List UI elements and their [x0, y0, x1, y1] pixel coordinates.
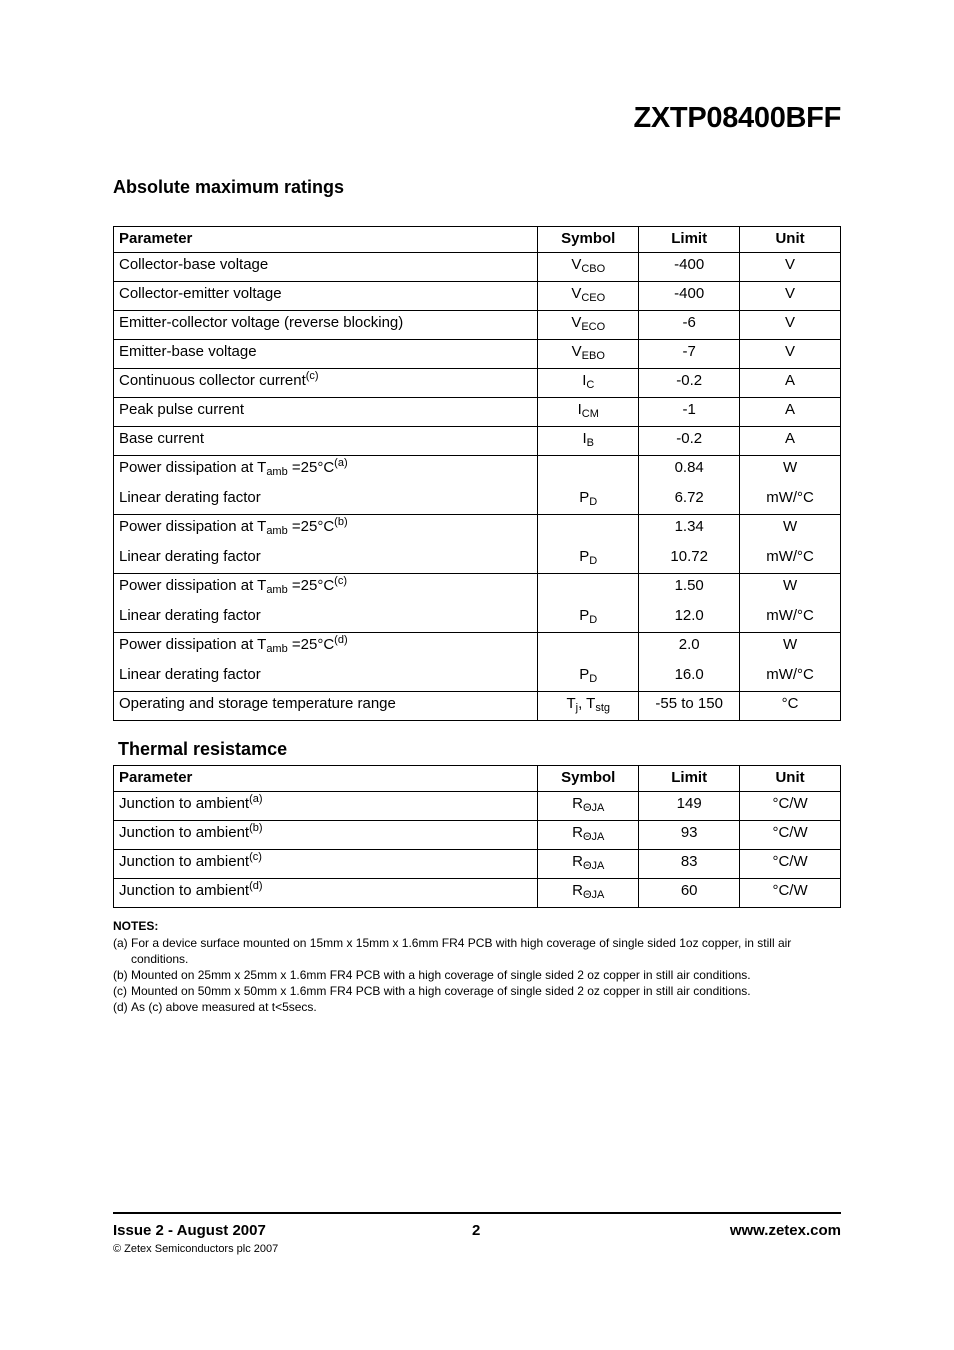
symbol-cell: $I_{CM}$ — [538, 398, 639, 427]
symbol-cell: $R_{\Theta JA}$ — [538, 792, 639, 821]
symbol-cell: $V_{CEO}$ — [538, 282, 639, 311]
table-row — [114, 821, 841, 850]
note-label: (b) — [113, 968, 128, 982]
unit-cell: W mW/°C — [740, 515, 841, 574]
abs-max-table — [113, 226, 841, 721]
unit-cell: °C/W — [740, 821, 841, 850]
symbol-cell: $V_{EBO}$ — [538, 340, 639, 369]
unit-cell: °C/W — [740, 792, 841, 821]
unit-cell: °C/W — [740, 879, 841, 908]
note-label: (a) — [113, 936, 128, 950]
notes-heading: NOTES: — [113, 919, 159, 933]
table-row — [114, 369, 841, 398]
col-header-limit: Limit — [639, 227, 740, 253]
param-cell: Emitter-base voltage — [114, 340, 538, 369]
limit-cell: 1.50 12.0 — [639, 574, 740, 633]
param-cell: Power dissipation at $T_{amb} =25^\circ C^{(c)}$ Linear derating factor — [114, 574, 538, 633]
thermal-title: Thermal resistamce — [118, 739, 288, 759]
note-item — [113, 983, 843, 999]
unit-cell: W mW/°C — [740, 574, 841, 633]
note-text: Mounted on 50mm x 50mm x 1.6mm FR4 PCB with a high coverage of single sided 2 oz copper in still air conditions. — [131, 984, 751, 998]
table-header-row — [114, 766, 841, 792]
limit-cell: 93 — [639, 821, 740, 850]
param-cell: Peak pulse current — [114, 398, 538, 427]
param-cell: Power dissipation at $T_{amb} =25^\circ C^{(b)}$ Linear derating factor — [114, 515, 538, 574]
table-header-row — [114, 227, 841, 253]
limit-cell: 149 — [639, 792, 740, 821]
param-cell: Collector-base voltage — [114, 253, 538, 282]
table-row — [114, 456, 841, 515]
col-header-parameter: Parameter — [114, 766, 538, 792]
symbol-cell: $V_{CBO}$ — [538, 253, 639, 282]
note-text: For a device surface mounted on 15mm x 15mm x 1.6mm FR4 PCB with high coverage of single sided 1oz copper, in still air conditions. — [131, 936, 792, 966]
thermal-table — [113, 765, 841, 908]
unit-cell: °C/W — [740, 850, 841, 879]
table-row — [114, 574, 841, 633]
symbol-cell: $R_{\Theta JA}$ — [538, 850, 639, 879]
table-row — [114, 792, 841, 821]
limit-cell: -6 — [639, 311, 740, 340]
limit-cell: 60 — [639, 879, 740, 908]
note-text: Mounted on 25mm x 25mm x 1.6mm FR4 PCB with a high coverage of single sided 2 oz copper in still air conditions. — [131, 968, 751, 982]
param-cell: Continuous collector current$^{(c)}$ — [114, 369, 538, 398]
symbol-cell: $T_j$, $T_{stg}$ — [538, 692, 639, 721]
table-row — [114, 311, 841, 340]
footer-page-number: 2 — [472, 1222, 481, 1239]
table-row — [114, 692, 841, 721]
notes-section — [113, 918, 843, 1015]
col-header-unit: Unit — [740, 766, 841, 792]
limit-cell: -0.2 — [639, 369, 740, 398]
unit-cell: W mW/°C — [740, 633, 841, 692]
table-row — [114, 515, 841, 574]
table-row — [114, 282, 841, 311]
part-number-title: ZXTP08400BFF — [633, 102, 841, 134]
note-label: (d) — [113, 1000, 128, 1014]
limit-cell: 83 — [639, 850, 740, 879]
symbol-cell: $I_B$ — [538, 427, 639, 456]
limit-cell: -400 — [639, 282, 740, 311]
table-row — [114, 340, 841, 369]
param-cell: Power dissipation at $T_{amb} =25^\circ C^{(a)}$ Linear derating factor — [114, 456, 538, 515]
limit-cell: -0.2 — [639, 427, 740, 456]
footer-copyright: © Zetex Semiconductors plc 2007 — [113, 1243, 279, 1255]
note-label: (c) — [113, 984, 127, 998]
symbol-cell: $R_{\Theta JA}$ — [538, 821, 639, 850]
limit-cell: 1.34 10.72 — [639, 515, 740, 574]
col-header-parameter: Parameter — [114, 227, 538, 253]
col-header-symbol: Symbol — [538, 766, 639, 792]
symbol-cell: $P_D$ — [538, 574, 639, 633]
unit-cell: A — [740, 369, 841, 398]
col-header-limit: Limit — [639, 766, 740, 792]
param-cell: Base current — [114, 427, 538, 456]
limit-cell: -1 — [639, 398, 740, 427]
symbol-cell: $P_D$ — [538, 633, 639, 692]
table-row — [114, 253, 841, 282]
unit-cell: A — [740, 398, 841, 427]
table-row — [114, 850, 841, 879]
limit-cell: -400 — [639, 253, 740, 282]
abs-max-title: Absolute maximum ratings — [113, 177, 345, 197]
table-row — [114, 633, 841, 692]
symbol-cell: $R_{\Theta JA}$ — [538, 879, 639, 908]
note-text: As (c) above measured at t<5secs. — [131, 1000, 317, 1014]
limit-cell: -55 to 150 — [639, 692, 740, 721]
note-item — [113, 999, 843, 1015]
param-cell: Emitter-collector voltage (reverse blocking) — [114, 311, 538, 340]
param-cell: Power dissipation at $T_{amb} =25^\circ C^{(d)}$ Linear derating factor — [114, 633, 538, 692]
col-header-symbol: Symbol — [538, 227, 639, 253]
limit-cell: 0.84 6.72 — [639, 456, 740, 515]
param-cell: Junction to ambient$^{(d)}$ — [114, 879, 538, 908]
col-header-unit: Unit — [740, 227, 841, 253]
unit-cell: °C — [740, 692, 841, 721]
unit-cell: A — [740, 427, 841, 456]
unit-cell: V — [740, 311, 841, 340]
param-cell: Junction to ambient$^{(b)}$ — [114, 821, 538, 850]
param-cell: Operating and storage temperature range — [114, 692, 538, 721]
unit-cell: V — [740, 282, 841, 311]
table-row — [114, 398, 841, 427]
symbol-cell: $P_D$ — [538, 456, 639, 515]
param-cell: Collector-emitter voltage — [114, 282, 538, 311]
symbol-cell: $V_{ECO}$ — [538, 311, 639, 340]
table-row — [114, 427, 841, 456]
limit-cell: 2.0 16.0 — [639, 633, 740, 692]
unit-cell: V — [740, 340, 841, 369]
param-cell: Junction to ambient$^{(a)}$ — [114, 792, 538, 821]
note-item — [113, 967, 843, 983]
param-cell: Junction to ambient$^{(c)}$ — [114, 850, 538, 879]
table-row — [114, 879, 841, 908]
unit-cell: W mW/°C — [740, 456, 841, 515]
limit-cell: -7 — [639, 340, 740, 369]
note-item — [113, 935, 843, 967]
footer-issue: Issue 2 - August 2007 — [113, 1222, 266, 1239]
footer-divider — [113, 1212, 841, 1214]
symbol-cell: $I_C$ — [538, 369, 639, 398]
symbol-cell: $P_D$ — [538, 515, 639, 574]
footer-website-link[interactable]: www.zetex.com — [729, 1222, 841, 1239]
unit-cell: V — [740, 253, 841, 282]
